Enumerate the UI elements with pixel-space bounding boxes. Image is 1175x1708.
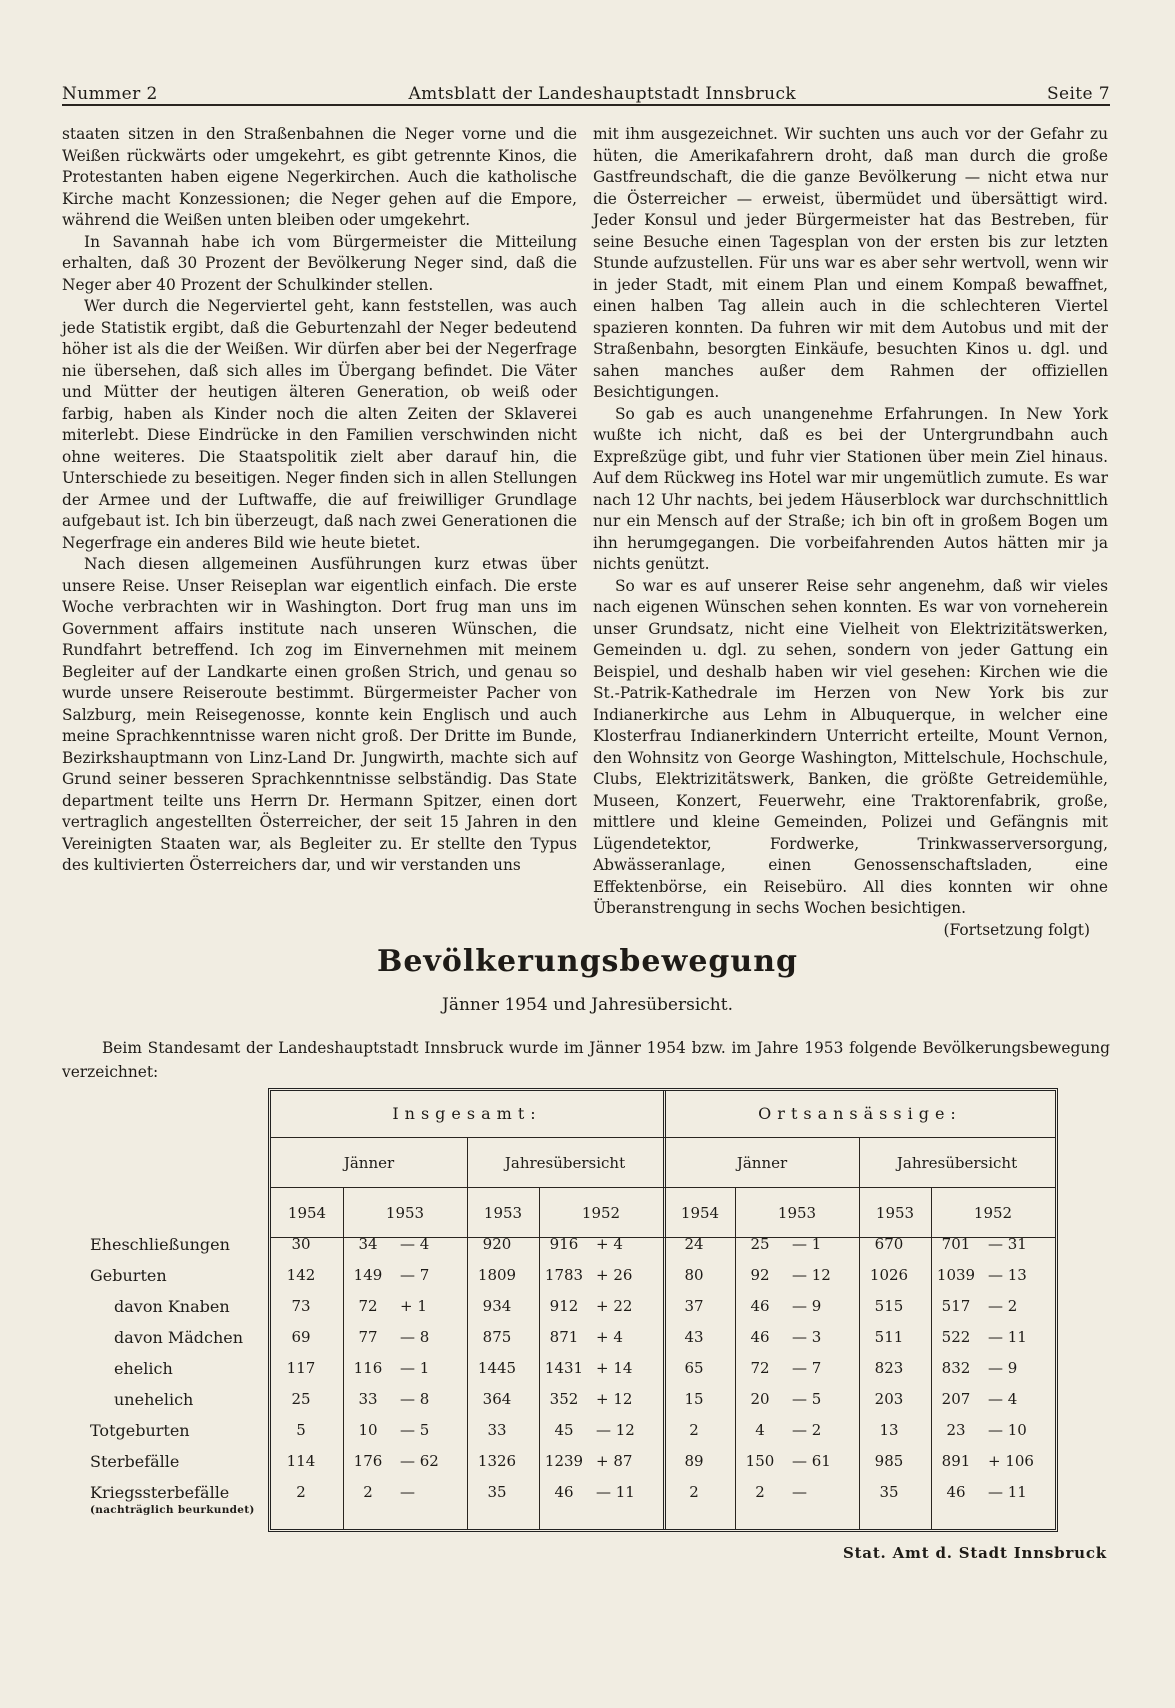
article-column-left: [62, 124, 577, 877]
difference-cell: — 12: [596, 1421, 635, 1439]
table-row: [90, 1328, 1080, 1358]
value-cell: 33: [358, 1390, 378, 1408]
difference-cell: — 11: [988, 1483, 1027, 1501]
article-paragraph: In Savannah habe ich vom Bürgermeister die Mitteilung erhalten, daß 30 Prozent der Bevölkerung Neger sind, daß die Neger aber 40 Prozent der Schulkinder stellen.: [62, 232, 577, 294]
difference-cell: — 7: [400, 1266, 430, 1284]
row-label: Geburten: [90, 1266, 167, 1285]
value-cell: 46: [750, 1328, 770, 1346]
value-cell: 80: [684, 1266, 704, 1284]
value-cell: 1326: [477, 1452, 517, 1470]
difference-cell: — 8: [400, 1390, 430, 1408]
subheader-jaenner: Jänner: [736, 1154, 788, 1172]
difference-cell: + 26: [596, 1266, 633, 1284]
value-cell: 670: [874, 1235, 904, 1253]
table-row: [90, 1359, 1080, 1389]
value-cell: 1445: [477, 1359, 517, 1377]
difference-cell: — 31: [988, 1235, 1027, 1253]
value-cell: 15: [684, 1390, 704, 1408]
value-cell: 72: [750, 1359, 770, 1377]
value-cell: 4: [755, 1421, 765, 1439]
table-row: [90, 1483, 1080, 1525]
value-cell: 1026: [869, 1266, 909, 1284]
issue-number: Nummer 2: [62, 84, 158, 104]
article-paragraph: So war es auf unserer Reise sehr angenehm, daß wir vieles nach eigenen Wünschen sehen konnten. Es war von vorneherein unser Grundsatz, nicht eine Vielheit von Elektrizitätswerken, Gemeinden u. dgl. zu sehen, sondern von jeder Gattung ein Beispiel, und deshalb haben wir viel gesehen: Kirchen wie die St.-Patrik-Kathedrale im Herzen von New York bis zur Indianerkirche aus Lehm in Albuquerque, in welcher eine Klosterfrau Indianerkindern Unterricht erteilte, Mount Vernon, den Wohnsitz von George Washington, Mittelschule, Hochschule, Clubs, Elektrizitätswerk, Banken, die größte Getreidemühle, Museen, Konzert, Feuerwehr, eine Traktorenfabrik, große, mittlere und kleine Gemeinden, Polizei und Gefängnis mit Lügendetektor, Fordwerke, Trinkwasserversorgung, Abwässeranlage, einen Genossenschaftsladen, eine Effektenbörse, ein Reisebüro. All dies konnten wir ohne Überanstrengung in sechs Wochen besichtigen.: [593, 576, 1108, 917]
difference-cell: + 1: [400, 1297, 427, 1315]
value-cell: 117: [286, 1359, 316, 1377]
difference-cell: + 22: [596, 1297, 633, 1315]
value-cell: 920: [482, 1235, 512, 1253]
value-cell: 2: [689, 1483, 699, 1501]
difference-cell: — 62: [400, 1452, 439, 1470]
value-cell: 522: [941, 1328, 971, 1346]
article-paragraph: mit ihm ausgezeichnet. Wir suchten uns auch vor der Gefahr zu hüten, die Amerikafahrern droht, daß man durch die große Gastfreundschaft, die die ganze Bevölkerung — nicht etwa nur die Österreicher — erweist, übermüdet und übersättigt wird. Jeder Konsul und jeder Bürgermeister hat das Bestreben, für seine Besuche einen Tagesplan von der ersten bis zur letzten Stunde aufzustellen. Für uns war es aber sehr wertvoll, wenn wir in jeder Stadt, mit einem Plan und einem Kompaß bewaffnet, einen halben Tag allein auch in die schlechteren Viertel spazieren konnten. Da fuhren wir mit dem Autobus und mit der Straßenbahn, besorgten Einkäufe, besuchten Kinos u. dgl. und sahen manches außer dem Rahmen der offiziellen Besichtigungen.: [593, 125, 1108, 401]
difference-cell: — 1: [400, 1359, 430, 1377]
difference-cell: — 8: [400, 1328, 430, 1346]
value-cell: 891: [941, 1452, 971, 1470]
difference-cell: — 3: [792, 1328, 822, 1346]
value-cell: 114: [286, 1452, 316, 1470]
value-cell: 45: [554, 1421, 574, 1439]
page-number: Seite 7: [1046, 84, 1110, 104]
article-paragraph: Wer durch die Negerviertel geht, kann feststellen, was auch jede Statistik ergibt, daß die Geburtenzahl der Neger bedeutend höher ist als die der Weißen. Wir dürfen aber bei der Negerfrage nie übersehen, daß sich alles im Übergang befindet. Die Väter und Mütter der heutigen älteren Generation, ob weiß oder farbig, haben als Kinder noch die alten Zeiten der Sklaverei miterlebt. Diese Eindrücke in den Familien verschwinden nicht ohne weiteres. Die Staatspolitik zielt aber darauf hin, die Unterschiede zu beseitigen. Neger finden sich in allen Stellungen der Armee und der Luftwaffe, die auf freiwilliger Grundlage aufgebaut ist. Ich bin überzeugt, daß nach zwei Generationen die Negerfrage ein anderes Bild wie heute bietet.: [62, 297, 577, 552]
difference-cell: — 61: [792, 1452, 831, 1470]
value-cell: 916: [549, 1235, 579, 1253]
value-cell: 875: [482, 1328, 512, 1346]
year-header: 1952: [581, 1204, 621, 1222]
difference-cell: — 13: [988, 1266, 1027, 1284]
statistics-subtitle: Jänner 1954 und Jahresübersicht.: [442, 995, 733, 1015]
difference-cell: —: [792, 1483, 807, 1501]
value-cell: 43: [684, 1328, 704, 1346]
table-row: [90, 1235, 1080, 1265]
value-cell: 1039: [936, 1266, 976, 1284]
value-cell: 823: [874, 1359, 904, 1377]
header-rule: [62, 104, 1110, 106]
value-cell: 46: [946, 1483, 966, 1501]
value-cell: 65: [684, 1359, 704, 1377]
difference-cell: — 5: [400, 1421, 430, 1439]
value-cell: 92: [750, 1266, 770, 1284]
year-header: 1953: [385, 1204, 425, 1222]
page-header: [62, 76, 1110, 104]
difference-cell: — 4: [400, 1235, 430, 1253]
value-cell: 20: [750, 1390, 770, 1408]
continuation-note: (Fortsetzung folgt): [943, 920, 1090, 939]
difference-cell: — 2: [792, 1421, 822, 1439]
value-cell: 701: [941, 1235, 971, 1253]
value-cell: 46: [750, 1297, 770, 1315]
year-header: 1953: [483, 1204, 523, 1222]
value-cell: 116: [353, 1359, 383, 1377]
difference-cell: — 10: [988, 1421, 1027, 1439]
difference-cell: + 4: [596, 1235, 623, 1253]
difference-cell: — 1: [792, 1235, 822, 1253]
year-header: 1952: [973, 1204, 1013, 1222]
source-signature: Stat. Amt d. Stadt Innsbruck: [842, 1544, 1107, 1562]
subheader-jaenner: Jänner: [343, 1154, 395, 1172]
value-cell: 142: [286, 1266, 316, 1284]
value-cell: 13: [879, 1421, 899, 1439]
table-row: [90, 1390, 1080, 1420]
value-cell: 871: [549, 1328, 579, 1346]
value-cell: 25: [750, 1235, 770, 1253]
difference-cell: — 9: [988, 1359, 1018, 1377]
value-cell: 46: [554, 1483, 574, 1501]
value-cell: 511: [874, 1328, 904, 1346]
value-cell: 72: [358, 1297, 378, 1315]
value-cell: 912: [549, 1297, 579, 1315]
value-cell: 2: [689, 1421, 699, 1439]
difference-cell: — 4: [988, 1390, 1018, 1408]
value-cell: 35: [879, 1483, 899, 1501]
table-row: [90, 1421, 1080, 1451]
value-cell: 2: [755, 1483, 765, 1501]
year-header: 1954: [287, 1204, 327, 1222]
row-label: davon Mädchen: [114, 1328, 244, 1347]
statistics-title: Bevölkerungsbewegung: [376, 944, 798, 979]
row-label: davon Knaben: [114, 1297, 230, 1316]
value-cell: 2: [363, 1483, 373, 1501]
article-column-right: [593, 124, 1108, 941]
row-label: Totgeburten: [90, 1421, 190, 1440]
value-cell: 832: [941, 1359, 971, 1377]
year-header: 1953: [875, 1204, 915, 1222]
difference-cell: — 5: [792, 1390, 822, 1408]
value-cell: 515: [874, 1297, 904, 1315]
value-cell: 5: [296, 1421, 306, 1439]
value-cell: 35: [487, 1483, 507, 1501]
difference-cell: + 106: [988, 1452, 1034, 1470]
difference-cell: — 9: [792, 1297, 822, 1315]
row-label: Eheschließungen: [90, 1235, 230, 1254]
row-note: (nachträglich beurkundet): [90, 1504, 255, 1516]
difference-cell: — 12: [792, 1266, 831, 1284]
difference-cell: — 7: [792, 1359, 822, 1377]
value-cell: 1431: [544, 1359, 584, 1377]
statistics-intro: Beim Standesamt der Landeshauptstadt Innsbruck wurde im Jänner 1954 bzw. im Jahre 1953 folgende Bevölkerungsbewegung verzeichnet:: [62, 1039, 1110, 1081]
value-cell: 89: [684, 1452, 704, 1470]
row-label: Kriegssterbefälle: [90, 1483, 230, 1502]
value-cell: 364: [482, 1390, 512, 1408]
year-header: 1954: [680, 1204, 720, 1222]
value-cell: 24: [684, 1235, 704, 1253]
value-cell: 37: [684, 1297, 704, 1315]
value-cell: 1239: [544, 1452, 584, 1470]
group-header-insgesamt: Insgesamt:: [392, 1104, 542, 1123]
difference-cell: — 11: [596, 1483, 635, 1501]
value-cell: 176: [353, 1452, 383, 1470]
value-cell: 77: [358, 1328, 378, 1346]
row-label: unehelich: [114, 1390, 194, 1409]
value-cell: 203: [874, 1390, 904, 1408]
row-label: Sterbefälle: [90, 1452, 180, 1471]
value-cell: 150: [745, 1452, 775, 1470]
difference-cell: — 2: [988, 1297, 1018, 1315]
difference-cell: + 14: [596, 1359, 633, 1377]
publication-title: Amtsblatt der Landeshauptstadt Innsbruck: [408, 84, 797, 104]
difference-cell: + 87: [596, 1452, 633, 1470]
value-cell: 10: [358, 1421, 378, 1439]
value-cell: 207: [941, 1390, 971, 1408]
value-cell: 33: [487, 1421, 507, 1439]
value-cell: 149: [353, 1266, 383, 1284]
value-cell: 30: [291, 1235, 311, 1253]
subheader-jahresuebersicht: Jahresübersicht: [896, 1154, 1018, 1172]
difference-cell: + 4: [596, 1328, 623, 1346]
table-row: [90, 1266, 1080, 1296]
value-cell: 352: [549, 1390, 579, 1408]
article-paragraph: Nach diesen allgemeinen Ausführungen kurz etwas über unsere Reise. Unser Reiseplan war eigentlich einfach. Die erste Woche verbrachten wir in Washington. Dort frug man uns im Government affairs institute nach unseren Wünschen, die Rundfahrt betreffend. Ich zog im Einvernehmen mit meinem Begleiter auf der Landkarte einen großen Strich, und genau so wurde unsere Reiseroute bestimmt. Bürgermeister Pacher von Salzburg, mein Reisegenosse, konnte kein Englisch und auch meine Sprachkenntnisse waren nicht groß. Der Dritte im Bunde, Bezirkshauptmann von Linz-Land Dr. Jungwirth, machte sich auf Grund seiner besseren Sprachkenntnisse selbständig. Das State department teilte uns Herrn Dr. Hermann Spitzer, einen dort vertraglich angestellten Österreicher, der seit 15 Jahren in den Vereinigten Staaten war, als Begleiter zu. Er stellte den Typus des kultivierten Österreichers dar, und wir verstanden uns: [62, 555, 577, 874]
difference-cell: — 11: [988, 1328, 1027, 1346]
value-cell: 985: [874, 1452, 904, 1470]
difference-cell: + 12: [596, 1390, 633, 1408]
value-cell: 517: [941, 1297, 971, 1315]
value-cell: 25: [291, 1390, 311, 1408]
value-cell: 23: [946, 1421, 966, 1439]
group-header-ortsansaessige: Ortsansässige:: [758, 1104, 962, 1123]
article-paragraph: So gab es auch unangenehme Erfahrungen. In New York wußte ich nicht, daß es bei der Untergrundbahn auch Expreßzüge gibt, und fuhr vier Stationen über mein Ziel hinaus. Auf dem Rückweg ins Hotel war mir ungemütlich zumute. Es war nach 12 Uhr nachts, bei jedem Häuserblock war durchschnittlich nur ein Mensch auf der Straße; ich bin oft in großem Bogen um ihn herumgegangen. Die vorbeifahrenden Autos hätten mir ja nichts genützt.: [593, 404, 1108, 573]
article-paragraph: staaten sitzen in den Straßenbahnen die Neger vorne und die Weißen rückwärts oder umgekehrt, es gibt getrennte Kinos, die Protestanten haben eigene Negerkirchen. Auch die katholische Kirche macht Konzessionen; die Neger gehen auf die Empore, während die Weißen unten bleiben oder umgekehrt.: [62, 125, 577, 229]
value-cell: 2: [296, 1483, 306, 1501]
value-cell: 69: [291, 1328, 311, 1346]
difference-cell: —: [400, 1483, 415, 1501]
table-row: [90, 1452, 1080, 1482]
row-label: ehelich: [114, 1359, 173, 1378]
value-cell: 1809: [477, 1266, 517, 1284]
value-cell: 1783: [544, 1266, 584, 1284]
subheader-jahresuebersicht: Jahresübersicht: [504, 1154, 626, 1172]
value-cell: 934: [482, 1297, 512, 1315]
table-row: [90, 1297, 1080, 1327]
year-header: 1953: [777, 1204, 817, 1222]
value-cell: 73: [291, 1297, 311, 1315]
value-cell: 34: [358, 1235, 378, 1253]
